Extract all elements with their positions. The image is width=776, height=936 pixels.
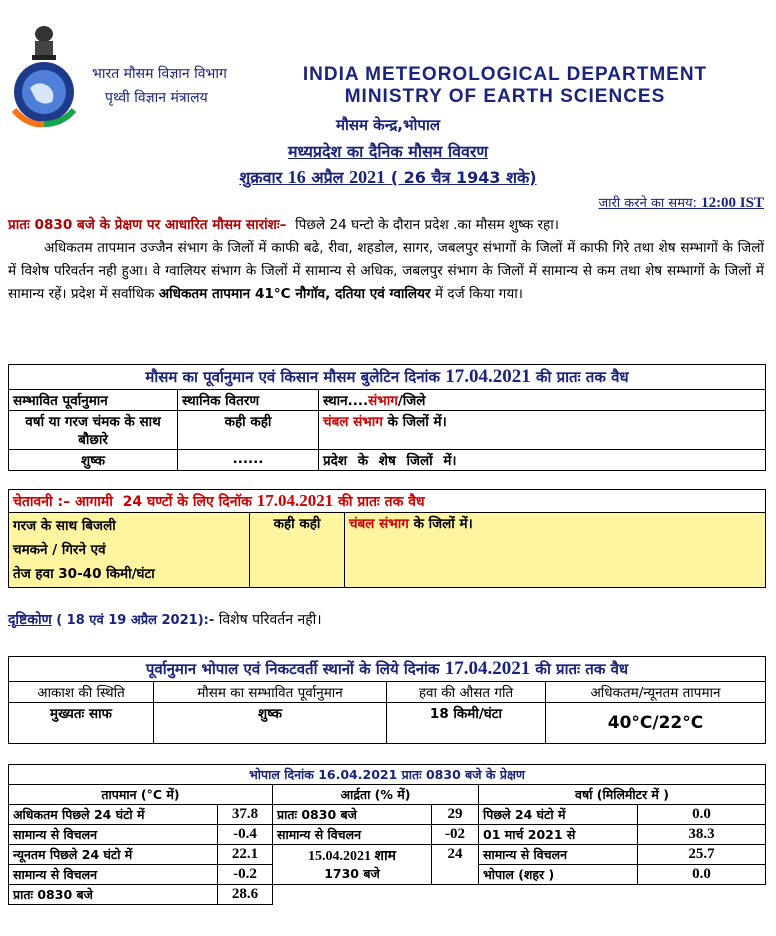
warning-place: चंबल संभाग के जिलों में। — [345, 513, 766, 588]
obs-h-value: 24 — [432, 845, 479, 885]
outlook: दृष्टिकोण ( 18 एवं 19 अप्रैल 2021):- विशेष परिवर्तन नही। — [8, 612, 322, 628]
forecast-row2-dist: ...... — [178, 450, 319, 471]
report-title: मध्यप्रदेश का दैनिक मौसम विवरण — [287, 142, 488, 161]
warning-event: गरज के साथ बिजली चमकने / गिरने एवं तेज हवा 30-40 किमी/घंटा — [9, 513, 250, 588]
obs-r-label: भोपाल (शहर ) — [479, 865, 638, 885]
summary-heading: प्रातः 0830 बजे के प्रेक्षण पर आधारित मौसम सारांशः– — [8, 217, 287, 233]
forecast-col-2: स्थानिक वितरण — [178, 390, 319, 411]
summary-text-end: में दर्ज किया गया। — [434, 286, 523, 302]
obs-t-value: -0.2 — [218, 865, 273, 885]
hindi-ministry-name: पृथ्वी विज्ञान मंत्रालय — [105, 90, 208, 106]
obs-t-value: 22.1 — [218, 845, 273, 865]
obs-r-value: 0.0 — [638, 865, 766, 885]
obs-r-label: पिछले 24 घंटो में — [479, 805, 638, 825]
obs-h-label: सामान्य से विचलन — [273, 825, 432, 845]
obs-t-value: -0.4 — [218, 825, 273, 845]
bf-temp-value: 40°C/22°C — [546, 703, 766, 744]
forecast-row2-type: शुष्क — [9, 450, 178, 471]
forecast-title: मौसम का पूर्वानुमान एवं किसान मौसम बुलेटिन दिनांक 17.04.2021 की प्रातः तक वैध — [9, 365, 766, 390]
obs-r-value: 25.7 — [638, 845, 766, 865]
english-dept-name: INDIA METEOROLOGICAL DEPARTMENT — [302, 64, 708, 85]
english-ministry-name: MINISTRY OF EARTH SCIENCES — [344, 86, 666, 107]
obs-h-value: -02 — [432, 825, 479, 845]
center-name: मौसम केन्द्र,भोपाल — [335, 116, 440, 134]
bf-header-wind: हवा की औसत गति — [387, 682, 546, 703]
obs-h-label: प्रातः 0830 बजे — [273, 805, 432, 825]
obs-r-label: 01 मार्च 2021 से — [479, 825, 638, 845]
obs-r-value: 0.0 — [638, 805, 766, 825]
summary-text-1: पिछले 24 घन्टो के दौरान प्रदेश .का मौसम शुष्क रहा। — [295, 217, 559, 233]
obs-header-humidity: आर्द्रता (% में) — [273, 785, 479, 805]
observation-title: भोपाल दिनांक 16.04.2021 प्रातः 0830 बजे के प्रेक्षण — [9, 765, 766, 785]
obs-t-label: सामान्य से विचलन — [9, 865, 218, 885]
report-date: शुक्रवार 16 अप्रैल 2021 ( 26 चैत्र 1943 शके) — [239, 167, 537, 187]
forecast-row1-type: वर्षा या गरज चंमक के साथ बौछारे — [9, 411, 178, 450]
hindi-dept-name: भारत मौसम विज्ञान विभाग — [92, 66, 227, 82]
forecast-row1-dist: कही कही — [178, 411, 319, 450]
bf-wind-value: 18 किमी/घंटा — [387, 703, 546, 744]
obs-r-label: सामान्य से विचलन — [479, 845, 638, 865]
bf-weather-value: शुष्क — [154, 703, 387, 744]
obs-t-label: सामान्य से विचलन — [9, 825, 218, 845]
forecast-table — [8, 364, 766, 471]
bf-sky-value: मुख्यतः साफ — [9, 703, 154, 744]
obs-header-temp: तापमान (°C में) — [9, 785, 273, 805]
obs-t-label: अधिकतम पिछले 24 घंटो में — [9, 805, 218, 825]
obs-header-rain: वर्षा (मिलिमीटर में ) — [479, 785, 766, 805]
obs-t-label: न्यूनतम पिछले 24 घंटो में — [9, 845, 218, 865]
observation-table — [8, 764, 766, 905]
bhopal-forecast-title: पूर्वानुमान भोपाल एवं निकटवर्ती स्थानों के लिये दिनांक 17.04.2021 की प्रातः तक वैध — [9, 657, 766, 682]
warning-distribution: कही कही — [250, 513, 345, 588]
bf-header-weather: मौसम का सम्भावित पूर्वानुमान — [154, 682, 387, 703]
forecast-row1-place: चंबल संभाग के जिलों में। — [319, 411, 766, 450]
forecast-row2-place: प्रदेश के शेष जिलों में। — [319, 450, 766, 471]
warning-title: चेतावनी :– आगामी 24 घण्टों के लिए दिनॉक 17.04.2021 की प्रातः तक वैध — [9, 490, 766, 513]
bhopal-forecast-table — [8, 656, 766, 744]
forecast-col-1: सम्भावित पूर्वानुमान — [9, 390, 178, 411]
summary-text-2: अधिकतम तापमान उज्जैन संभाग के जिलों में काफी बढे, रीवा, शहडोल, सागर, जबलपुर संभागों के जिलों में काफी गिरे तथा शेष सम्भागों के जिलों में विशेष परिवर्तन नही हुआ। वे ग्वालियर संभाग के जिलों में सामान्य से अधिक, जबलपुर संभाग के जिलों में सामान्य से कम तथा शेष सम्भागों के जिलों में सामान्य रहें। प्रदेश में सर्वाधिक — [8, 240, 764, 302]
warning-table — [8, 489, 766, 588]
obs-r-value: 38.3 — [638, 825, 766, 845]
obs-t-label: प्रातः 0830 बजे — [9, 885, 218, 905]
obs-empty — [273, 885, 766, 905]
summary-max-temp: अधिकतम तापमान 41°C नौगॉव, दतिया एवं ग्वालियर — [158, 286, 431, 302]
obs-t-value: 37.8 — [218, 805, 273, 825]
issue-time: जारी करने का समय: 12:00 IST — [598, 195, 764, 211]
bf-header-sky: आकाश की स्थिति — [9, 682, 154, 703]
obs-h-value: 29 — [432, 805, 479, 825]
summary-section — [8, 214, 764, 306]
bf-header-temp: अधिकतम/न्यूनतम तापमान — [546, 682, 766, 703]
forecast-col-3: स्थान....संभाग/जिले — [319, 390, 766, 411]
obs-t-value: 28.6 — [218, 885, 273, 905]
obs-h-label: 15.04.2021 शाम 1730 बजे — [273, 845, 432, 885]
